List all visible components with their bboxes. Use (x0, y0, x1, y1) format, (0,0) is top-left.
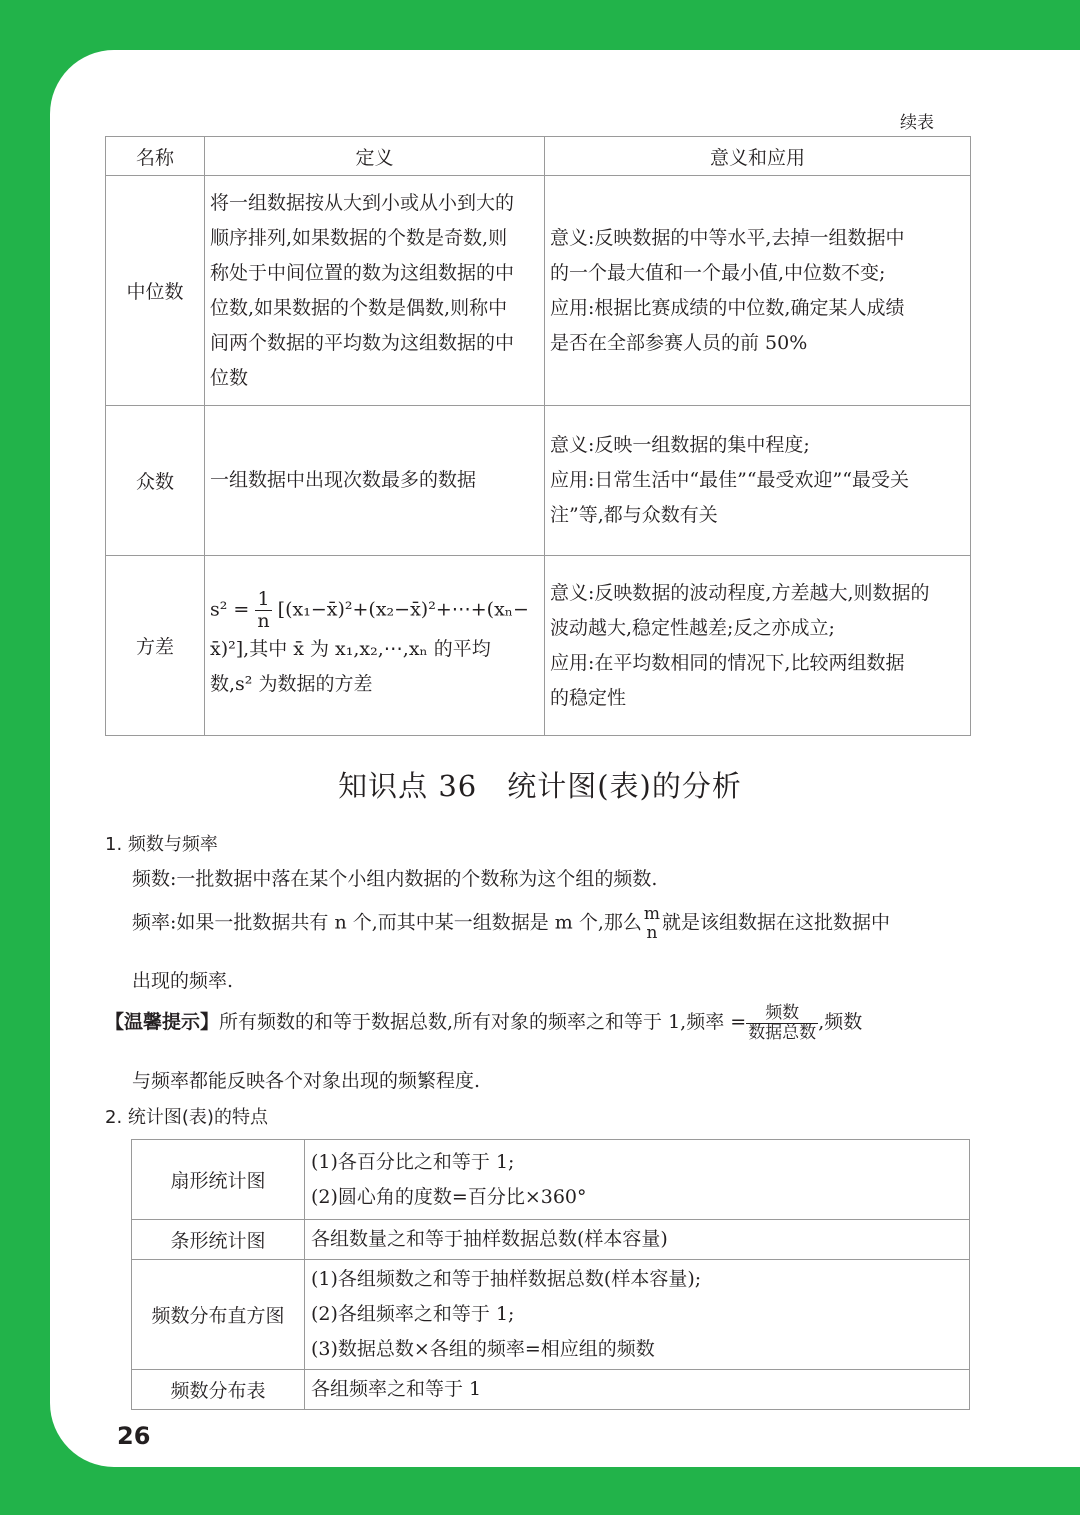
text-line: (3)数据总数×各组的频率=相应组的频数 (311, 1338, 655, 1360)
text-line: 各组数量之和等于抽样数据总数(样本容量) (311, 1228, 668, 1250)
text-line: 顺序排列,如果数据的个数是奇数,则 (210, 226, 508, 249)
page-number: 26 (117, 1422, 151, 1450)
meaning-cell (545, 556, 971, 736)
meaning-cell (545, 406, 971, 556)
text-line: x̄)²],其中 x̄ 为 x₁,x₂,⋯,xₙ 的平均 (210, 637, 491, 660)
text-line: 将一组数据按从大到小或从小到大的 (210, 191, 515, 214)
text-span: ,频数 (818, 1011, 863, 1034)
text-line: 位数,如果数据的个数是偶数,则称中 (210, 296, 508, 319)
fraction-denominator: n (646, 922, 658, 943)
table-row (132, 1140, 970, 1220)
table-row (132, 1220, 970, 1260)
formula-lhs: s² = (210, 598, 250, 621)
text-line: 应用:在平均数相同的情况下,比较两组数据 (550, 651, 905, 674)
text-line: 注”等,都与众数有关 (550, 504, 718, 526)
row-content (305, 1140, 970, 1220)
text-line: 各组频率之和等于 1 (311, 1378, 482, 1400)
text-line: 的稳定性 (550, 686, 627, 709)
tip-paragraph (105, 1004, 862, 1042)
row-name: 中位数 (106, 176, 205, 406)
header-meaning: 意义和应用 (545, 137, 971, 176)
text-line: 应用:日常生活中“最佳”“最受欢迎”“最受关 (550, 469, 909, 491)
fraction-numerator: 1 (255, 589, 271, 611)
row-content (305, 1220, 970, 1260)
row-name: 条形统计图 (132, 1220, 305, 1260)
section-heading-frequency: 1. 频数与频率 (105, 834, 218, 855)
text-span: 就是该组数据在这批数据中 (662, 911, 891, 934)
row-content (305, 1370, 970, 1410)
definition-cell (205, 176, 545, 406)
text-line: (1)各百分比之和等于 1; (311, 1150, 515, 1173)
fraction-numerator: m (643, 904, 661, 924)
paragraph-frequency-rate (132, 905, 890, 942)
text-line: 位数 (210, 366, 249, 389)
header-definition: 定义 (205, 137, 545, 176)
fraction-denominator: n (257, 610, 270, 632)
text-span: 所有频数的和等于数据总数,所有对象的频率之和等于 1,频率 = (219, 1011, 747, 1034)
section-heading-charts: 2. 统计图(表)的特点 (105, 1107, 268, 1128)
text-span: 频率:如果一批数据共有 n 个,而其中某一组数据是 m 个,那么 (132, 911, 642, 934)
text-line: 的一个最大值和一个最小值,中位数不变; (550, 261, 886, 284)
fraction-numerator: 频数 (746, 1004, 818, 1024)
text-line: 应用:根据比赛成绩的中位数,确定某人成绩 (550, 296, 905, 319)
text-line: 数,s² 为数据的方差 (210, 672, 373, 695)
fraction (255, 589, 271, 632)
fraction-denominator: 数据总数 (748, 1022, 817, 1043)
statistics-table (105, 136, 971, 736)
text-line: (2)圆心角的度数=百分比×360° (311, 1185, 587, 1208)
row-name: 频数分布表 (132, 1370, 305, 1410)
table-header-row (106, 137, 971, 176)
table-row-mode (106, 406, 971, 556)
paragraph-frequency-rate-end: 出现的频率. (132, 970, 234, 992)
table-row (132, 1260, 970, 1370)
text-line: 波动越大,稳定性越差;反之亦成立; (550, 616, 835, 639)
table-row-median (106, 176, 971, 406)
table-row-variance (106, 556, 971, 736)
text-line: (1)各组频数之和等于抽样数据总数(样本容量); (311, 1268, 702, 1290)
row-name: 频数分布直方图 (132, 1260, 305, 1370)
definition-cell (205, 556, 545, 736)
paragraph-frequency-count: 频数:一批数据中落在某个小组内数据的个数称为这个组的频数. (132, 868, 658, 890)
fraction-m-over-n (642, 905, 662, 942)
header-name: 名称 (106, 137, 205, 176)
row-name: 扇形统计图 (132, 1140, 305, 1220)
row-content (305, 1260, 970, 1370)
text-line: 意义:反映一组数据的集中程度; (550, 434, 810, 456)
text-line: 一组数据中出现次数最多的数据 (210, 469, 477, 491)
tip-label: 【温馨提示】 (105, 1011, 220, 1034)
meaning-cell (545, 176, 971, 406)
fraction-frequency (746, 1004, 818, 1042)
table-row (132, 1370, 970, 1410)
row-name: 方差 (106, 556, 205, 736)
chart-features-table (131, 1139, 970, 1410)
text-line: 是否在全部参赛人员的前 50% (550, 331, 808, 354)
tip-paragraph-line2: 与频率都能反映各个对象出现的频繁程度. (132, 1070, 481, 1092)
variance-formula (210, 589, 540, 632)
knowledge-point-title: 知识点 36 统计图(表)的分析 (338, 769, 742, 803)
formula-expression: [(x₁−x̄)²+(x₂−x̄)²+⋯+(xₙ− (277, 598, 529, 621)
continued-label: 续表 (900, 113, 934, 133)
definition-cell (205, 406, 545, 556)
row-name: 众数 (106, 406, 205, 556)
text-line: 意义:反映数据的波动程度,方差越大,则数据的 (550, 581, 930, 604)
text-line: (2)各组频率之和等于 1; (311, 1303, 515, 1325)
text-line: 称处于中间位置的数为这组数据的中 (210, 261, 515, 284)
text-line: 意义:反映数据的中等水平,去掉一组数据中 (550, 226, 905, 249)
text-line: 间两个数据的平均数为这组数据的中 (210, 331, 515, 354)
